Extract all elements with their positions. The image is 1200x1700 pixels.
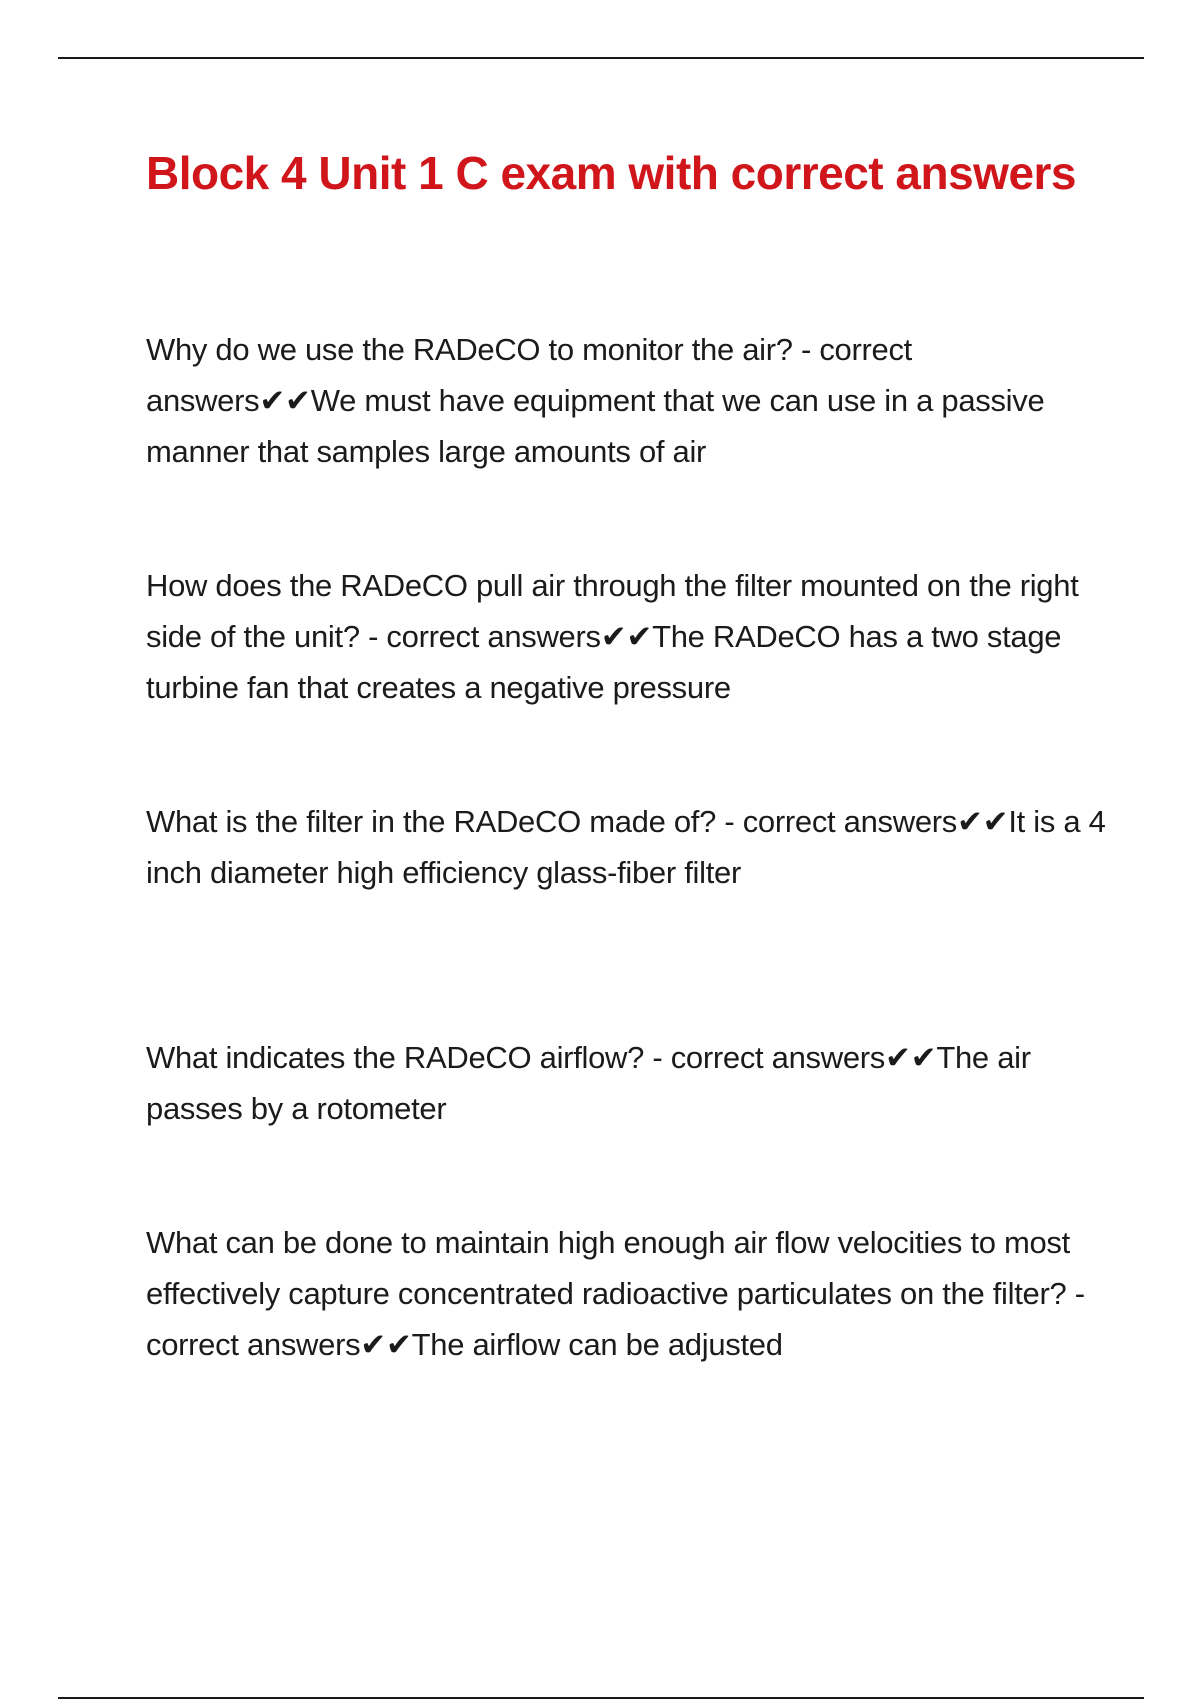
answer-marker: - correct answers✔✔ <box>146 1276 1085 1362</box>
qa-item <box>146 324 1106 477</box>
answer-marker: - correct answers✔✔ <box>716 804 1009 839</box>
question-text: What can be done to maintain high enough air flow velocities to most effectively capture concentrated radioactive particulates on the filter? <box>146 1225 1070 1311</box>
answer-marker: - correct answers✔✔ <box>359 619 653 654</box>
bottom-rule <box>58 1697 1144 1699</box>
answer-text: It is a 4 inch diameter high efficiency glass-fiber filter <box>146 804 1106 890</box>
qa-item <box>146 1032 1106 1134</box>
qa-item <box>146 560 1106 713</box>
answer-text: The air passes by a rotometer <box>146 1040 1031 1126</box>
answer-marker: - correct answers✔✔ <box>644 1040 937 1075</box>
question-text: How does the RADeCO pull air through the filter mounted on the right side of the unit? <box>146 568 1079 654</box>
answer-marker: - correct answers✔✔ <box>146 332 912 418</box>
top-rule <box>58 57 1144 59</box>
answer-text: The airflow can be adjusted <box>411 1327 783 1362</box>
qa-item <box>146 796 1106 898</box>
qa-item <box>146 1217 1106 1370</box>
question-text: What is the filter in the RADeCO made of? <box>146 804 717 839</box>
question-text: What indicates the RADeCO airflow? <box>146 1040 645 1075</box>
question-text: Why do we use the RADeCO to monitor the air? <box>146 332 793 367</box>
document-title: Block 4 Unit 1 C exam with correct answers <box>146 147 1077 199</box>
answer-text: We must have equipment that we can use in a passive manner that samples large amounts of air <box>146 383 1045 469</box>
answer-text: The RADeCO has a two stage turbine fan that creates a negative pressure <box>146 619 1062 705</box>
